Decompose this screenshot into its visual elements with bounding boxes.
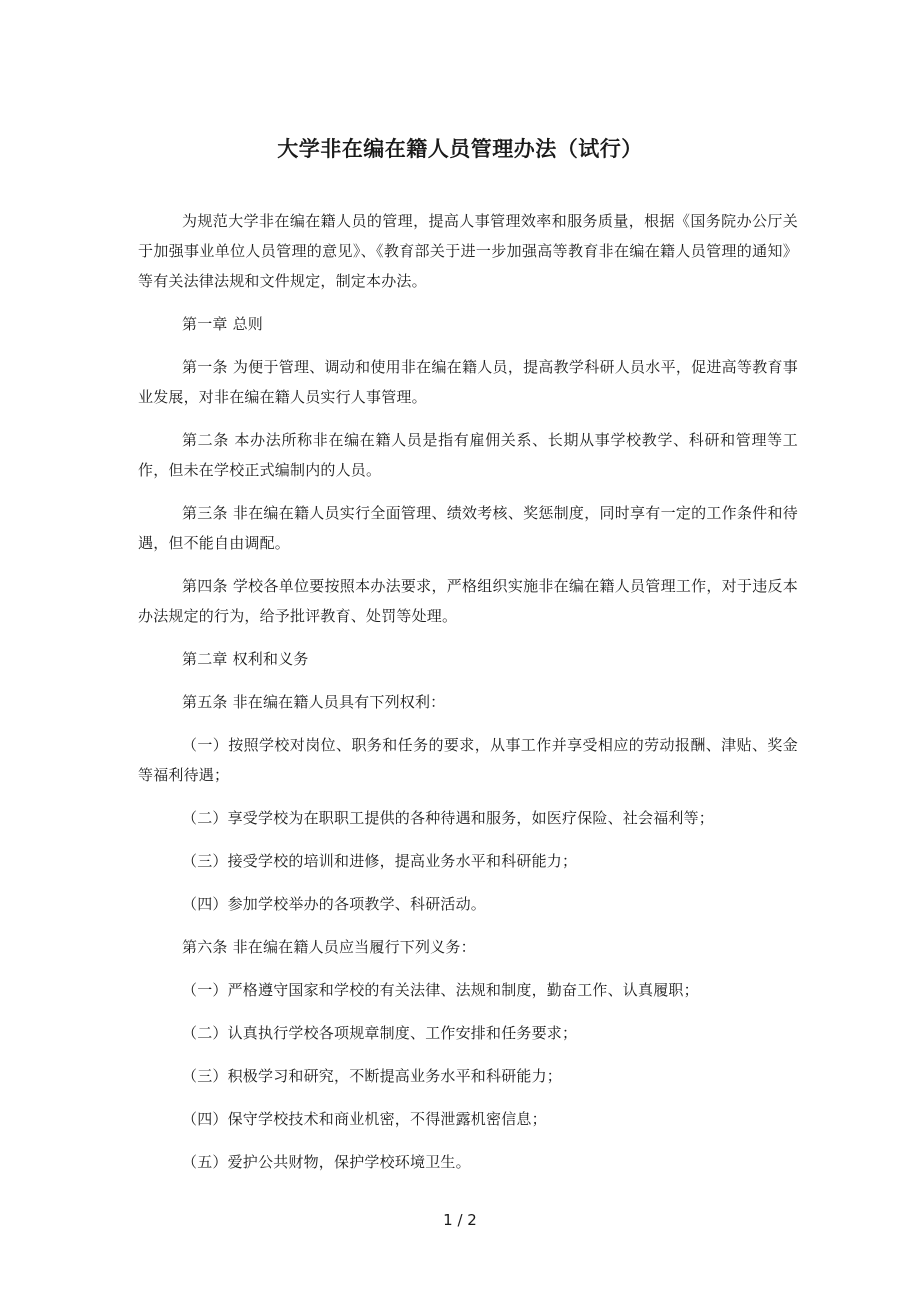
chapter-heading-1: 第一章 总则 [182, 315, 263, 333]
document-body [138, 206, 798, 1177]
document-title: 大学非在编在籍人员管理办法（试行） [277, 137, 643, 161]
list-item: （三）接受学校的培训和进修，提高业务水平和科研能力； [182, 852, 578, 870]
list-item: （二）认真执行学校各项规章制度、工作安排和任务要求； [182, 1024, 578, 1042]
article-1: 第一条 为便于管理、调动和使用非在编在籍人员，提高教学科研人员水平，促进高等教育事业发展，对非在编在籍人员实行人事管理。 [138, 358, 798, 406]
article-4: 第四条 学校各单位要按照本办法要求，严格组织实施非在编在籍人员管理工作，对于违反本办法规定的行为，给予批评教育、处罚等处理。 [138, 577, 798, 625]
list-item: （四）保守学校技术和商业机密，不得泄露机密信息； [182, 1110, 547, 1128]
article-2: 第二条 本办法所称非在编在籍人员是指有雇佣关系、长期从事学校教学、科研和管理等工作，但未在学校正式编制内的人员。 [138, 431, 798, 479]
list-item: （四）参加学校举办的各项教学、科研活动。 [182, 895, 487, 913]
article-5: 第五条 非在编在籍人员具有下列权利： [182, 693, 446, 711]
article-6: 第六条 非在编在籍人员应当履行下列义务： [182, 938, 476, 956]
list-item: （一）按照学校对岗位、职务和任务的要求，从事工作并享受相应的劳动报酬、津贴、奖金等福利待遇； [138, 736, 798, 784]
list-item: （一）严格遵守国家和学校的有关法律、法规和制度，勤奋工作、认真履职； [182, 981, 699, 999]
paragraph-intro: 为规范大学非在编在籍人员的管理，提高人事管理效率和服务质量，根据《国务院办公厅关于加强事业单位人员管理的意见》、《教育部关于进一步加强高等教育非在编在籍人员管理的通知》等有关法律法规和文件规定，制定本办法。 [138, 212, 798, 290]
chapter-heading-2: 第二章 权利和义务 [182, 650, 309, 668]
list-item: （五）爱护公共财物，保护学校环境卫生。 [182, 1153, 471, 1171]
list-item: （三）积极学习和研究，不断提高业务水平和科研能力； [182, 1067, 563, 1085]
article-3: 第三条 非在编在籍人员实行全面管理、绩效考核、奖惩制度，同时享有一定的工作条件和待遇，但不能自由调配。 [138, 504, 798, 552]
list-item: （二）享受学校为在职职工提供的各种待遇和服务，如医疗保险、社会福利等； [182, 809, 715, 827]
page-number: 1 / 2 [443, 1211, 477, 1229]
